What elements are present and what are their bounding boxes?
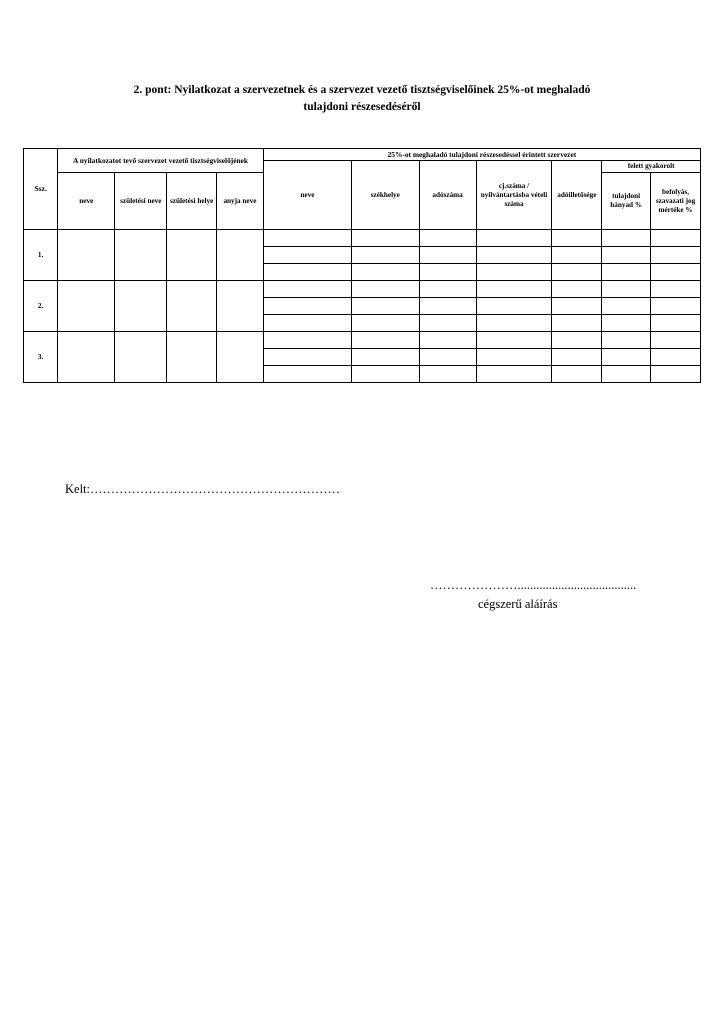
cell-right-befolyas[interactable] xyxy=(651,230,701,247)
cell-right-adoszama[interactable] xyxy=(419,230,476,247)
cell-left-neve[interactable] xyxy=(58,332,115,383)
header-left-anyja-neve: anyja neve xyxy=(217,173,264,230)
header-right-cjszama: cj.száma / nyilvántartásba vételi száma xyxy=(476,161,552,230)
cell-right-tulajdoni[interactable] xyxy=(602,332,651,349)
cell-right-szekhelye[interactable] xyxy=(352,281,419,298)
cell-left-anyja-neve[interactable] xyxy=(217,332,264,383)
header-group-left: A nyilatkozatot tevő szervezet vezető tisztségviselőjének xyxy=(58,149,264,173)
declaration-table xyxy=(23,148,701,383)
cell-right-tulajdoni[interactable] xyxy=(602,298,651,315)
row-number: 1. xyxy=(24,230,58,281)
cell-right-adoilletosege[interactable] xyxy=(552,298,602,315)
cell-left-anyja-neve[interactable] xyxy=(217,230,264,281)
cell-right-cjszama[interactable] xyxy=(476,298,552,315)
cell-right-adoszama[interactable] xyxy=(419,366,476,383)
cell-right-neve[interactable] xyxy=(263,349,351,366)
row-number: 2. xyxy=(24,281,58,332)
cell-right-adoilletosege[interactable] xyxy=(552,281,602,298)
cell-right-befolyas[interactable] xyxy=(651,298,701,315)
header-left-szuletesi-helye: születési helye xyxy=(167,173,217,230)
cell-right-neve[interactable] xyxy=(263,281,351,298)
cell-right-adoilletosege[interactable] xyxy=(552,247,602,264)
cell-right-neve[interactable] xyxy=(263,230,351,247)
cell-left-neve[interactable] xyxy=(58,230,115,281)
cell-right-tulajdoni[interactable] xyxy=(602,366,651,383)
row-number: 3. xyxy=(24,332,58,383)
cell-right-befolyas[interactable] xyxy=(651,247,701,264)
cell-right-szekhelye[interactable] xyxy=(352,230,419,247)
cell-right-befolyas[interactable] xyxy=(651,281,701,298)
cell-right-szekhelye[interactable] xyxy=(352,298,419,315)
header-right-szekhelye: székhelye xyxy=(352,161,419,230)
header-right-neve: neve xyxy=(263,161,351,230)
cell-right-cjszama[interactable] xyxy=(476,247,552,264)
header-right-adoszama: adószáma xyxy=(419,161,476,230)
kelt-field[interactable]: Kelt:…………………………………………………… xyxy=(65,482,340,496)
cell-right-cjszama[interactable] xyxy=(476,281,552,298)
cell-right-adoszama[interactable] xyxy=(419,281,476,298)
cell-right-szekhelye[interactable] xyxy=(352,264,419,281)
signature-label: cégszerű aláírás xyxy=(478,597,558,611)
cell-right-cjszama[interactable] xyxy=(476,332,552,349)
cell-right-befolyas[interactable] xyxy=(651,366,701,383)
cell-left-szuletesi-helye[interactable] xyxy=(167,230,217,281)
cell-right-szekhelye[interactable] xyxy=(352,349,419,366)
cell-right-szekhelye[interactable] xyxy=(352,315,419,332)
page-title-line2: tulajdoni részesedéséről xyxy=(303,101,421,114)
cell-right-szekhelye[interactable] xyxy=(352,366,419,383)
cell-right-szekhelye[interactable] xyxy=(352,247,419,264)
cell-right-neve[interactable] xyxy=(263,247,351,264)
header-right-sub-tulajdoni: tulajdoni hányad % xyxy=(602,173,651,230)
cell-right-cjszama[interactable] xyxy=(476,349,552,366)
cell-right-tulajdoni[interactable] xyxy=(602,349,651,366)
cell-right-adoszama[interactable] xyxy=(419,349,476,366)
table-header-row-1 xyxy=(24,149,701,161)
cell-right-adoilletosege[interactable] xyxy=(552,349,602,366)
cell-right-adoszama[interactable] xyxy=(419,332,476,349)
cell-right-befolyas[interactable] xyxy=(651,332,701,349)
header-right-adoilletosege: adóilletősége xyxy=(552,161,602,230)
cell-right-neve[interactable] xyxy=(263,264,351,281)
cell-left-szuletesi-helye[interactable] xyxy=(167,332,217,383)
cell-right-adoilletosege[interactable] xyxy=(552,230,602,247)
cell-left-szuletesi-neve[interactable] xyxy=(115,230,167,281)
cell-right-cjszama[interactable] xyxy=(476,230,552,247)
cell-right-tulajdoni[interactable] xyxy=(602,315,651,332)
cell-right-cjszama[interactable] xyxy=(476,366,552,383)
cell-right-befolyas[interactable] xyxy=(651,264,701,281)
signature-line: …………………...................................... xyxy=(430,578,637,592)
cell-right-adoszama[interactable] xyxy=(419,298,476,315)
page-title xyxy=(60,82,664,117)
cell-right-adoszama[interactable] xyxy=(419,315,476,332)
cell-right-cjszama[interactable] xyxy=(476,264,552,281)
cell-right-befolyas[interactable] xyxy=(651,349,701,366)
header-ssz: Ssz. xyxy=(24,149,58,230)
cell-right-neve[interactable] xyxy=(263,315,351,332)
cell-right-adoilletosege[interactable] xyxy=(552,264,602,281)
cell-left-anyja-neve[interactable] xyxy=(217,281,264,332)
cell-right-adoilletosege[interactable] xyxy=(552,366,602,383)
cell-right-befolyas[interactable] xyxy=(651,315,701,332)
cell-left-szuletesi-neve[interactable] xyxy=(115,332,167,383)
cell-right-neve[interactable] xyxy=(263,366,351,383)
cell-right-adoszama[interactable] xyxy=(419,247,476,264)
cell-left-neve[interactable] xyxy=(58,281,115,332)
header-left-neve: neve xyxy=(58,173,115,230)
header-group-right: 25%-ot meghaladó tulajdoni részesedéssel érintett szervezet xyxy=(263,149,700,161)
page-title-line1: 2. pont: Nyilatkozat a szervezetnek és a szervezet vezető tisztségviselőinek 25%-ot meghaladó xyxy=(133,84,591,96)
header-right-sub-befolyas: befolyás, szavazati jog mértéke % xyxy=(651,173,701,230)
cell-right-tulajdoni[interactable] xyxy=(602,247,651,264)
cell-right-tulajdoni[interactable] xyxy=(602,264,651,281)
cell-right-adoilletosege[interactable] xyxy=(552,315,602,332)
cell-left-szuletesi-helye[interactable] xyxy=(167,281,217,332)
cell-right-neve[interactable] xyxy=(263,298,351,315)
cell-right-tulajdoni[interactable] xyxy=(602,281,651,298)
table-row xyxy=(24,230,701,247)
table-row xyxy=(24,281,701,298)
cell-left-szuletesi-neve[interactable] xyxy=(115,281,167,332)
table-row xyxy=(24,332,701,349)
header-left-szuletesi-neve: születési neve xyxy=(115,173,167,230)
cell-right-neve[interactable] xyxy=(263,332,351,349)
cell-right-szekhelye[interactable] xyxy=(352,332,419,349)
cell-right-adoilletosege[interactable] xyxy=(552,332,602,349)
header-right-sub-group: felett gyakorolt xyxy=(602,161,701,173)
cell-right-adoszama[interactable] xyxy=(419,264,476,281)
cell-right-tulajdoni[interactable] xyxy=(602,230,651,247)
cell-right-cjszama[interactable] xyxy=(476,315,552,332)
